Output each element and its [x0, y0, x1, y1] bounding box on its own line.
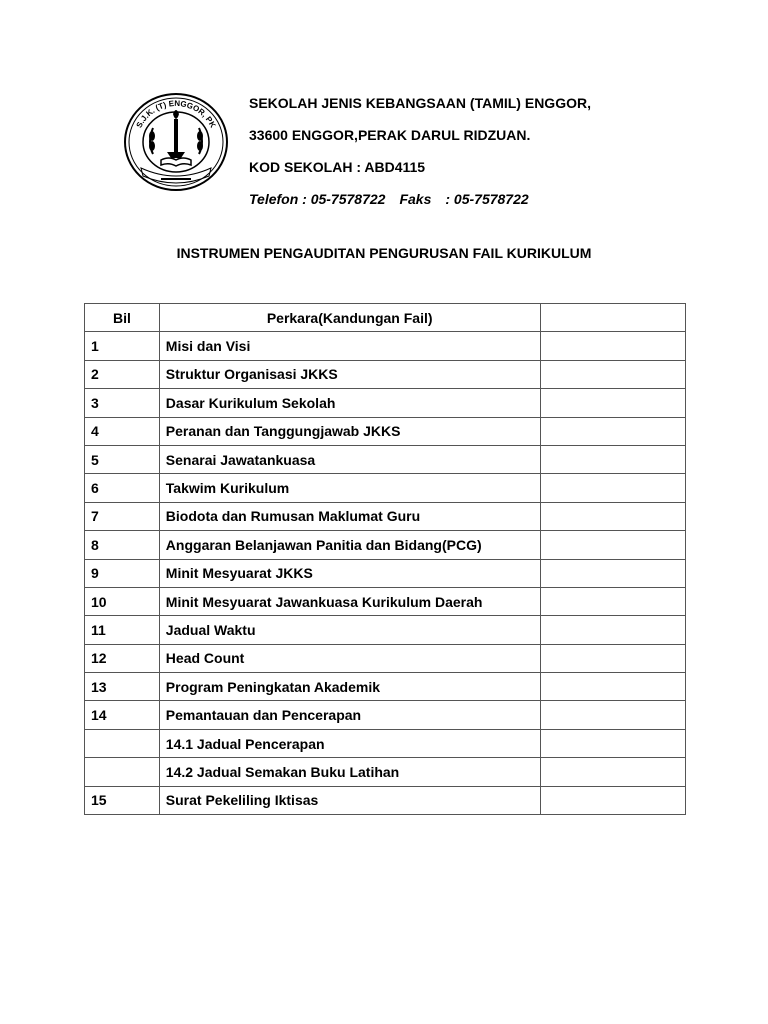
row-bil: 4 — [85, 417, 160, 445]
row-item: 14.1 Jadual Pencerapan — [159, 729, 540, 757]
row-check-cell[interactable] — [540, 786, 685, 814]
table-row — [85, 474, 686, 502]
row-bil: 8 — [85, 531, 160, 559]
table-row — [85, 758, 686, 786]
row-check-cell[interactable] — [540, 389, 685, 417]
header-perkara: Perkara(Kandungan Fail) — [159, 304, 540, 332]
fax-label: Faks — [399, 191, 432, 207]
row-check-cell[interactable] — [540, 502, 685, 530]
table-row — [85, 332, 686, 360]
row-bil: 15 — [85, 786, 160, 814]
row-bil: 3 — [85, 389, 160, 417]
school-code: KOD SEKOLAH : ABD4115 — [249, 159, 426, 175]
table-row — [85, 360, 686, 388]
row-item: Head Count — [159, 644, 540, 672]
row-item: Minit Mesyuarat JKKS — [159, 559, 540, 587]
school-name: SEKOLAH JENIS KEBANGSAAN (TAMIL) ENGGOR, — [249, 95, 591, 111]
row-item: Misi dan Visi — [159, 332, 540, 360]
table-row — [85, 673, 686, 701]
table-row — [85, 616, 686, 644]
row-bil: 7 — [85, 502, 160, 530]
row-check-cell[interactable] — [540, 701, 685, 729]
table-row — [85, 786, 686, 814]
phone-number: Telefon : 05-7578722 — [249, 191, 386, 207]
row-bil: 10 — [85, 587, 160, 615]
row-bil: 2 — [85, 360, 160, 388]
row-check-cell[interactable] — [540, 616, 685, 644]
school-logo — [123, 92, 229, 192]
table-row — [85, 417, 686, 445]
row-bil: 13 — [85, 673, 160, 701]
row-check-cell[interactable] — [540, 445, 685, 473]
table-header-row — [85, 304, 686, 332]
table-row — [85, 729, 686, 757]
row-item: Pemantauan dan Pencerapan — [159, 701, 540, 729]
audit-table — [84, 303, 686, 815]
table-row — [85, 701, 686, 729]
row-check-cell[interactable] — [540, 559, 685, 587]
row-bil — [85, 729, 160, 757]
table-row — [85, 445, 686, 473]
row-check-cell[interactable] — [540, 417, 685, 445]
row-item: Takwim Kurikulum — [159, 474, 540, 502]
fax-number: : 05-7578722 — [445, 191, 529, 207]
row-item: 14.2 Jadual Semakan Buku Latihan — [159, 758, 540, 786]
row-item: Jadual Waktu — [159, 616, 540, 644]
row-item: Program Peningkatan Akademik — [159, 673, 540, 701]
table-body — [85, 332, 686, 815]
row-check-cell[interactable] — [540, 644, 685, 672]
row-check-cell[interactable] — [540, 360, 685, 388]
table-row — [85, 587, 686, 615]
row-check-cell[interactable] — [540, 531, 685, 559]
row-item: Senarai Jawatankuasa — [159, 445, 540, 473]
row-check-cell[interactable] — [540, 587, 685, 615]
row-check-cell[interactable] — [540, 332, 685, 360]
table-row — [85, 389, 686, 417]
table-row — [85, 531, 686, 559]
school-contact — [249, 190, 591, 222]
row-bil: 11 — [85, 616, 160, 644]
row-item: Struktur Organisasi JKKS — [159, 360, 540, 388]
row-bil: 1 — [85, 332, 160, 360]
row-item: Biodota dan Rumusan Maklumat Guru — [159, 502, 540, 530]
table-row — [85, 559, 686, 587]
header-status — [540, 304, 685, 332]
row-bil — [85, 758, 160, 786]
row-bil: 6 — [85, 474, 160, 502]
table-row — [85, 502, 686, 530]
row-item: Dasar Kurikulum Sekolah — [159, 389, 540, 417]
row-bil: 12 — [85, 644, 160, 672]
row-bil: 9 — [85, 559, 160, 587]
row-check-cell[interactable] — [540, 729, 685, 757]
svg-text:S.J.K. (T) ENGGOR, PK: S.J.K. (T) ENGGOR, PK — [134, 98, 218, 130]
table-row — [85, 644, 686, 672]
school-header — [249, 94, 591, 222]
row-item: Peranan dan Tanggungjawab JKKS — [159, 417, 540, 445]
school-address: 33600 ENGGOR,PERAK DARUL RIDZUAN. — [249, 127, 531, 143]
row-bil: 14 — [85, 701, 160, 729]
row-bil: 5 — [85, 445, 160, 473]
header-bil: Bil — [85, 304, 160, 332]
row-check-cell[interactable] — [540, 758, 685, 786]
row-check-cell[interactable] — [540, 474, 685, 502]
document-title: INSTRUMEN PENGAUDITAN PENGURUSAN FAIL KURIKULUM — [176, 245, 592, 261]
row-check-cell[interactable] — [540, 673, 685, 701]
row-item: Surat Pekeliling Iktisas — [159, 786, 540, 814]
row-item: Anggaran Belanjawan Panitia dan Bidang(PCG) — [159, 531, 540, 559]
row-item: Minit Mesyuarat Jawankuasa Kurikulum Daerah — [159, 587, 540, 615]
